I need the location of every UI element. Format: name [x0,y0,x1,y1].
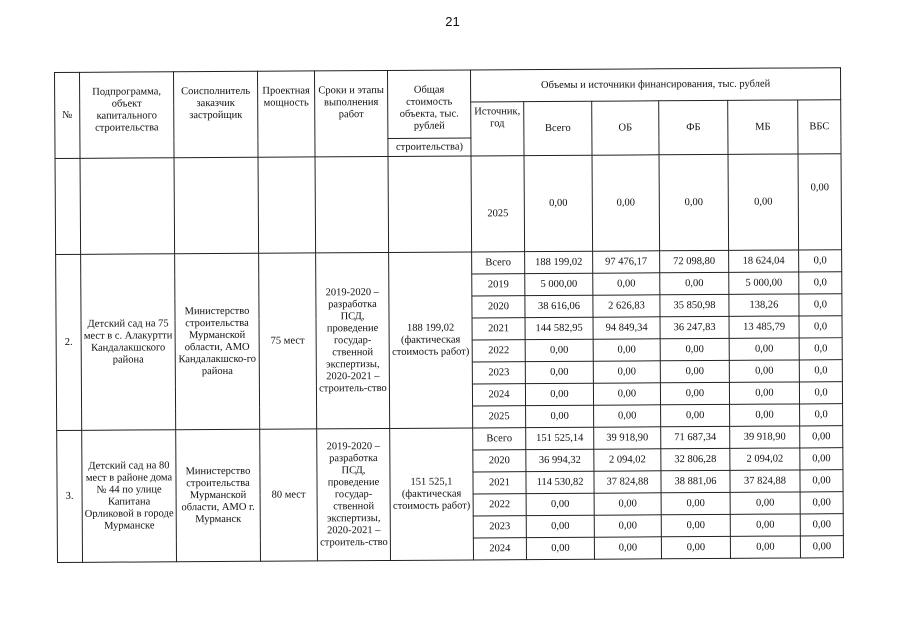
cell-fb: 38 881,06 [661,470,730,492]
cell-total: 0,00 [526,405,594,427]
carry-vbs: 0,00 [798,154,842,250]
carry-fb: 0,00 [659,154,729,250]
cell-vbs: 0,0 [799,250,842,272]
cell-vbs: 0,00 [800,536,843,558]
cell-total: 0,00 [525,339,593,361]
object-num: 2. [56,254,82,430]
cell-ob: 94 849,34 [593,317,660,339]
cell-mb: 39 918,90 [730,426,800,448]
cell-ob: 39 918,90 [594,427,661,449]
header-capacity: Проектная мощность [257,71,315,157]
cell-mb: 0,00 [729,360,799,382]
cell-vbs: 0,00 [800,492,843,514]
cell-year: 2022 [472,340,525,362]
carry-year: 2025 [471,156,525,252]
cell-ob: 37 824,88 [594,471,661,493]
header-mb: МБ [728,100,798,154]
table-body [55,68,844,563]
cell-total: 0,00 [526,537,594,559]
cell-ob: 0,00 [594,537,661,559]
header-cost: Общая стоимость объекта, тыс. рублей [387,70,470,139]
cell-ob: 97 476,17 [593,251,660,273]
cell-fb: 0,00 [660,382,729,404]
header-subprogram: Подпрограмма, объект капитального строительства [80,72,175,159]
object-terms: 2019-2020 – разработка ПСД, проведение государ-ственной экспертизы, 2020-2021 – строитель-ство [317,428,391,560]
cell-year: 2025 [473,406,526,428]
header-source: Источник, год [471,102,524,156]
cell-total: 151 525,14 [526,427,594,449]
cell-total: 38 616,06 [525,295,593,317]
cell-ob: 2 094,02 [594,449,661,471]
object-name: Детский сад на 80 мест в районе дома № 44 по улице Капитана Орликовой в городе Мурманске [82,430,177,563]
empty-cell [80,158,175,255]
header-ob: ОБ [592,101,659,155]
cell-vbs: 0,00 [800,448,843,470]
cell-mb: 0,00 [730,536,800,558]
cell-total: 36 994,32 [526,449,594,471]
cell-mb: 5 000,00 [729,272,799,294]
cell-mb: 18 624,04 [729,250,799,272]
cell-year: 2022 [473,494,526,516]
empty-cell [315,156,389,252]
cell-total: 0,00 [526,515,594,537]
cell-vbs: 0,00 [800,426,843,448]
cell-fb: 0,00 [661,514,730,536]
header-cost-cont: строительства) [388,138,471,157]
carry-ob: 0,00 [592,155,660,251]
cell-ob: 0,00 [594,515,661,537]
cell-year: 2023 [473,516,526,538]
cell-fb: 35 850,98 [660,294,729,316]
cell-ob: 2 626,83 [593,295,660,317]
cell-mb: 0,00 [730,514,800,536]
cell-vbs: 0,0 [799,382,842,404]
cell-fb: 32 806,28 [661,448,730,470]
cell-year: Всего [473,428,526,450]
cell-fb: 72 098,80 [660,250,729,272]
financing-table-wrapper [54,67,843,563]
cell-fb: 0,00 [661,536,730,558]
cell-total: 114 530,82 [526,471,594,493]
object-capacity: 80 мест [260,429,318,561]
cell-ob: 0,00 [593,273,660,295]
cell-year: 2021 [473,472,526,494]
cell-total: 188 199,02 [525,251,593,273]
cell-vbs: 0,0 [799,316,842,338]
cell-mb: 2 094,02 [730,448,800,470]
cell-total: 0,00 [525,383,593,405]
header-vbs: ВБС [798,100,841,154]
header-fb: ФБ [659,100,728,154]
cell-vbs: 0,00 [800,470,843,492]
object-cost: 151 525,1 (фактическая стоимость работ) [390,428,474,561]
object-capacity: 75 мест [259,253,317,429]
cell-year: 2019 [472,274,525,296]
cell-mb: 138,26 [729,294,799,316]
cell-total: 0,00 [525,361,593,383]
cell-fb: 71 687,34 [661,426,730,448]
cell-mb: 0,00 [729,382,799,404]
cell-mb: 0,00 [730,404,800,426]
object-num: 3. [57,430,83,562]
cell-mb: 37 824,88 [730,470,800,492]
cell-total: 5 000,00 [525,273,593,295]
object-name: Детский сад на 75 мест в с. Алакуртти Кандалакшского района [81,254,176,431]
cell-year: 2021 [472,318,525,340]
cell-vbs: 0,00 [800,514,843,536]
cell-ob: 0,00 [594,493,661,515]
cell-fb: 0,00 [661,404,730,426]
cell-mb: 0,00 [730,492,800,514]
cell-mb: 13 485,79 [729,316,799,338]
object-executor: Министерство строительства Мурманской области, АМО г. Мурманск [176,429,261,562]
cell-year: 2020 [473,450,526,472]
object-terms: 2019-2020 – разработка ПСД, проведение государ-ственной экспертизы, 2020-2021 – строитель-ство [316,252,390,428]
cell-year: 2024 [472,384,525,406]
header-num: № [55,72,81,158]
empty-cell [388,156,472,253]
cell-ob: 0,00 [593,383,660,405]
header-terms: Сроки и этапы выполнения работ [314,70,388,156]
cell-year: Всего [472,252,525,274]
carry-mb: 0,00 [728,154,799,250]
object-cost: 188 199,02 (фактическая стоимость работ) [389,252,473,429]
object-executor: Министерство строительства Мурманской области, АМО Кандалакшско-го района [175,253,260,430]
empty-cell [174,157,259,254]
cell-total: 144 582,95 [525,317,593,339]
cell-vbs: 0,0 [799,294,842,316]
header-total: Всего [524,101,592,155]
cell-fb: 0,00 [660,360,729,382]
empty-cell [55,158,81,254]
cell-fb: 36 247,83 [660,316,729,338]
cell-total: 0,00 [526,493,594,515]
cell-vbs: 0,0 [799,338,842,360]
cell-fb: 0,00 [661,492,730,514]
financing-table [54,67,844,563]
header-executor: Соисполнитель заказчик застройщик [174,71,259,158]
empty-cell [258,157,316,253]
cell-year: 2023 [472,362,525,384]
page-number: 21 [445,14,460,29]
cell-fb: 0,00 [660,338,729,360]
cell-ob: 0,00 [593,339,660,361]
cell-ob: 0,00 [594,405,661,427]
carry-total: 0,00 [524,155,593,251]
cell-mb: 0,00 [729,338,799,360]
cell-vbs: 0,0 [799,360,842,382]
cell-vbs: 0,0 [800,404,843,426]
cell-fb: 0,00 [660,272,729,294]
cell-vbs: 0,0 [799,272,842,294]
header-row [55,68,841,105]
cell-ob: 0,00 [593,361,660,383]
cell-year: 2020 [472,296,525,318]
carry-row [55,154,842,255]
header-funding: Объемы и источники финансирования, тыс. рублей [470,68,840,102]
cell-year: 2024 [473,538,526,560]
